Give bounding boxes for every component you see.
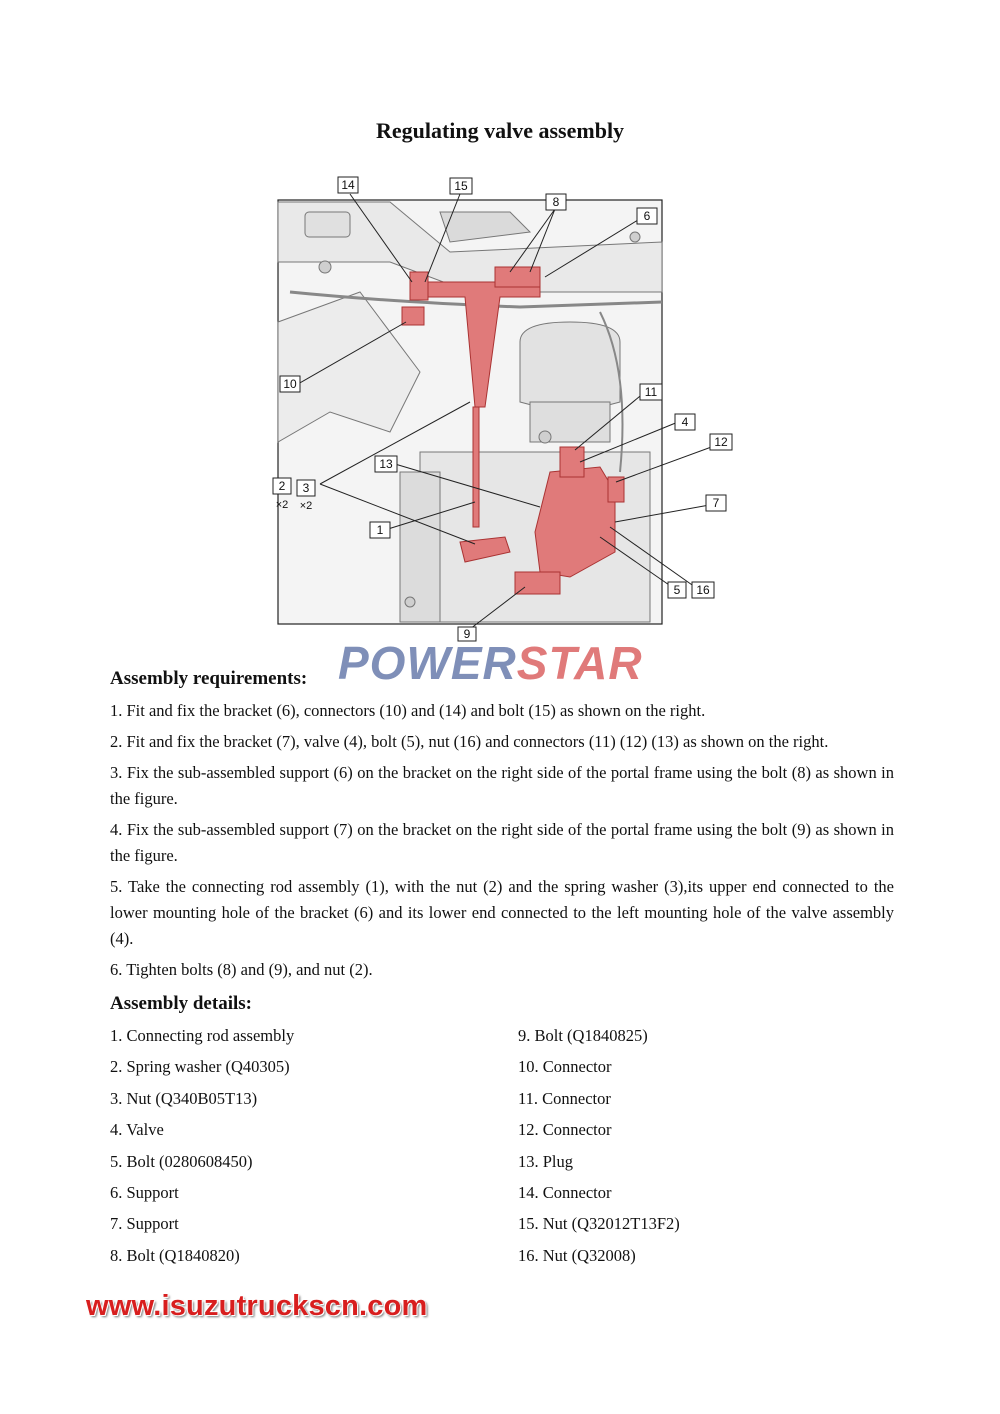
requirement-item: 1. Fit and fix the bracket (6), connectors (10) and (14) and bolt (15) as shown on the right. — [110, 701, 706, 720]
requirements-list — [110, 698, 894, 988]
requirement-item: 6. Tighten bolts (8) and (9), and nut (2). — [110, 960, 373, 979]
detail-item: 4. Valve — [110, 1120, 164, 1140]
detail-item: 12. Connector — [518, 1120, 612, 1140]
requirement-item: 2. Fit and fix the bracket (7), valve (4), bolt (5), nut (16) and connectors (11) (12) (13) as shown on the right. — [110, 732, 829, 751]
callout-11: 11 — [644, 385, 658, 399]
callout-7: 7 — [712, 496, 720, 510]
callout-1: 1 — [376, 523, 384, 537]
assembly-figure — [270, 172, 740, 642]
callout-8: 8 — [552, 195, 560, 209]
detail-item: 2. Spring washer (Q40305) — [110, 1057, 290, 1077]
callout-5: 5 — [673, 583, 681, 597]
detail-item: 16. Nut (Q32008) — [518, 1245, 636, 1265]
detail-item: 13. Plug — [518, 1151, 574, 1171]
requirement-item: 4. Fix the sub-assembled support (7) on the bracket on the right side of the portal frame using the bolt (9) as shown in the figure. — [110, 820, 894, 865]
detail-item: 11. Connector — [518, 1088, 611, 1108]
callout-3: 3 — [302, 481, 310, 495]
callout-3-qty: ×2 — [299, 500, 313, 512]
requirement-item: 5. Take the connecting rod assembly (1), with the nut (2) and the spring washer (3),its upper end connected to the lower mounting hole of the bracket (6) and its lower end connected to the left mounting hole of the valve assembly (4). — [110, 877, 894, 948]
detail-item: 6. Support — [110, 1182, 179, 1202]
callout-10: 10 — [283, 377, 297, 391]
page-title: Regulating valve assembly — [375, 118, 625, 143]
detail-item: 5. Bolt (0280608450) — [110, 1151, 253, 1171]
detail-item: 3. Nut (Q340B05T13) — [110, 1088, 258, 1108]
callout-12: 12 — [714, 435, 728, 449]
callout-2: 2 — [278, 479, 286, 493]
detail-item: 1. Connecting rod assembly — [110, 1026, 295, 1045]
details-right-column — [518, 1023, 680, 1274]
callout-4: 4 — [681, 415, 689, 429]
detail-item: 10. Connector — [518, 1057, 612, 1077]
callout-13: 13 — [379, 457, 393, 471]
detail-item: 14. Connector — [518, 1182, 612, 1202]
callout-2-qty: ×2 — [275, 499, 289, 511]
callout-15: 15 — [454, 179, 468, 193]
detail-item: 9. Bolt (Q1840825) — [518, 1026, 648, 1045]
detail-item: 7. Support — [110, 1214, 179, 1234]
callout-14: 14 — [341, 178, 355, 192]
callout-9: 9 — [463, 627, 471, 641]
website-link[interactable]: www.isuzutruckscn.com — [86, 1290, 428, 1322]
callout-16: 16 — [696, 583, 710, 597]
requirements-heading: Assembly requirements: — [110, 668, 308, 689]
detail-item: 8. Bolt (Q1840820) — [110, 1245, 240, 1265]
requirement-item: 3. Fix the sub-assembled support (6) on the bracket on the right side of the portal frame using the bolt (8) as shown in the figure. — [110, 763, 894, 808]
details-heading: Assembly details: — [110, 993, 252, 1014]
details-left-column — [110, 1023, 294, 1274]
detail-item: 15. Nut (Q32012T13F2) — [518, 1214, 680, 1234]
callout-6: 6 — [643, 209, 651, 223]
watermark-logo: POWERSTAR — [338, 637, 643, 689]
